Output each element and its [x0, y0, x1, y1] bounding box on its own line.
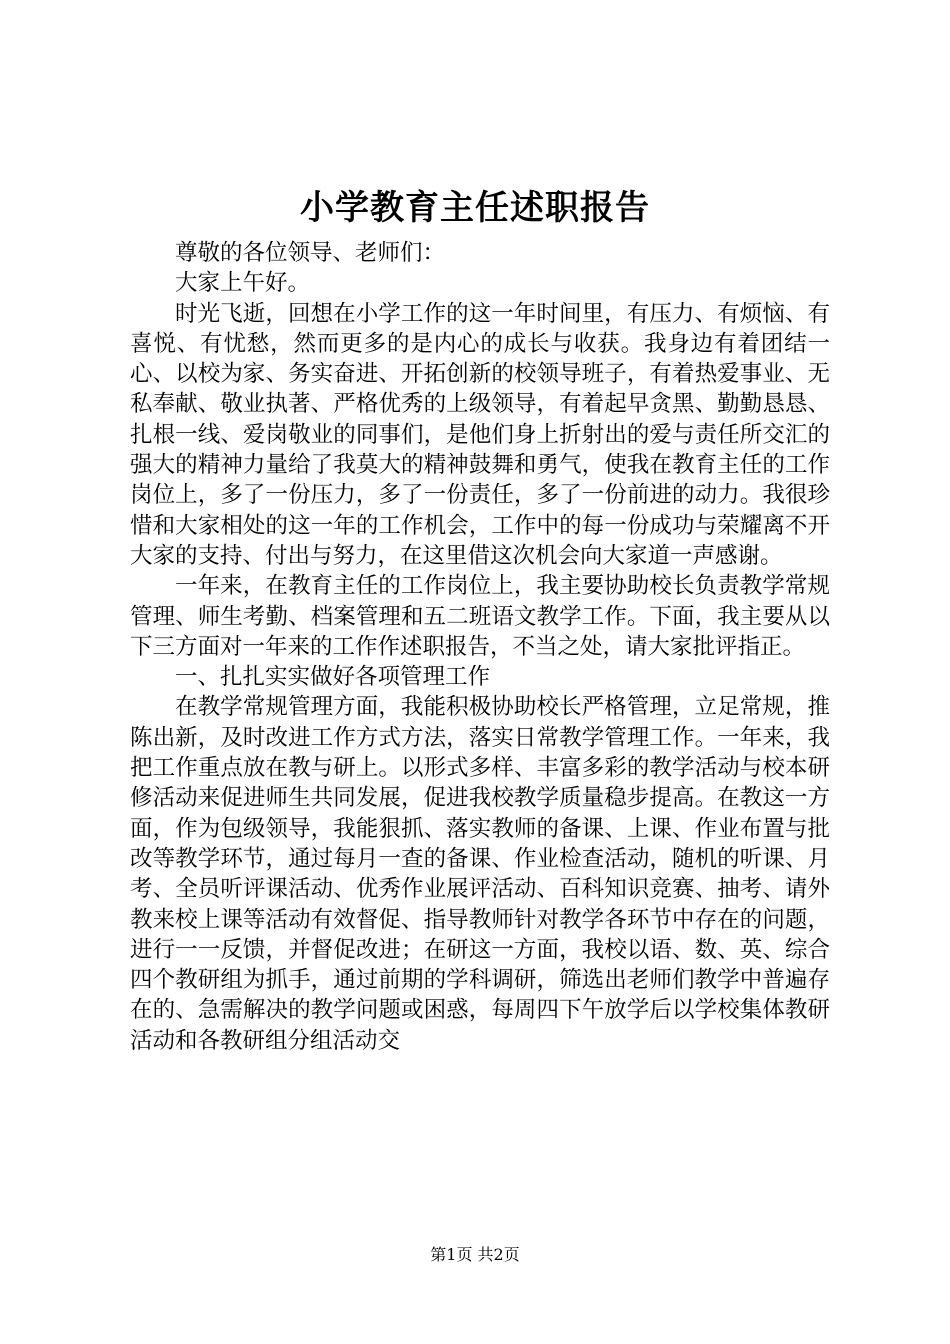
greeting: 大家上午好。 [175, 270, 311, 297]
page-title: 小学教育主任述职报告 [300, 188, 650, 228]
paragraph-management: 在教学常规管理方面，我能积极协助校长严格管理，立足常规，推陈出新，及时改进工作方式方法，落实日常教学管理工作。一年来，我把工作重点放在教与研上。以形式多样、丰富多彩的教学活动与校本研修活动来促进师生共同发展，促进我校教学质量稳步提高。在教这一方面，作为包级领导，我能狠抓、落实教师的备课、上课、作业布置与批改等教学环节，通过每月一查的备课、作业检查活动，随机的听课、月考、全员听评课活动、优秀作业展评活动、百科知识竞赛、抽考、请外教来校上课等活动有效督促、指导教师针对教学各环节中存在的问题，进行一一反馈，并督促改进；在研这一方面，我校以语、数、英、综合四个教研组为抓手，通过前期的学科调研，筛选出老师们教学中普遍存在的、急需解决的教学问题或困惑，每周四下午放学后以学校集体教研活动和各教研组分组活动交 [130, 694, 830, 1054]
document-body [130, 238, 830, 1056]
section-heading-1: 一、扎扎实实做好各项管理工作 [175, 664, 491, 691]
paragraph-duties: 一年来，在教育主任的工作岗位上，我主要协助校长负责教学常规管理、师生考勤、档案管理和五二班语文教学工作。下面，我主要从以下三方面对一年来的工作作述职报告，不当之处，请大家批评指正。 [130, 573, 830, 660]
paragraph-intro: 时光飞逝，回想在小学工作的这一年时间里，有压力、有烦恼、有喜悦、有忧愁，然而更多的是内心的成长与收获。我身边有着团结一心、以校为家、务实奋进、开拓创新的校领导班子，有着热爱事业、无私奉献、敬业执著、严格优秀的上级领导，有着起早贪黑、勤勤恳恳、扎根一线、爱岗敬业的同事们，是他们身上折射出的爱与责任所交汇的强大的精神力量给了我莫大的精神鼓舞和勇气，使我在教育主任的工作岗位上，多了一份压力，多了一份责任，多了一份前进的动力。我很珍惜和大家相处的这一年的工作机会，工作中的每一份成功与荣耀离不开大家的支持、付出与努力，在这里借这次机会向大家道一声感谢。 [130, 300, 830, 569]
salutation: 尊敬的各位领导、老师们： [175, 240, 446, 266]
page-number-footer: 第1页 共2页 [430, 1245, 520, 1264]
